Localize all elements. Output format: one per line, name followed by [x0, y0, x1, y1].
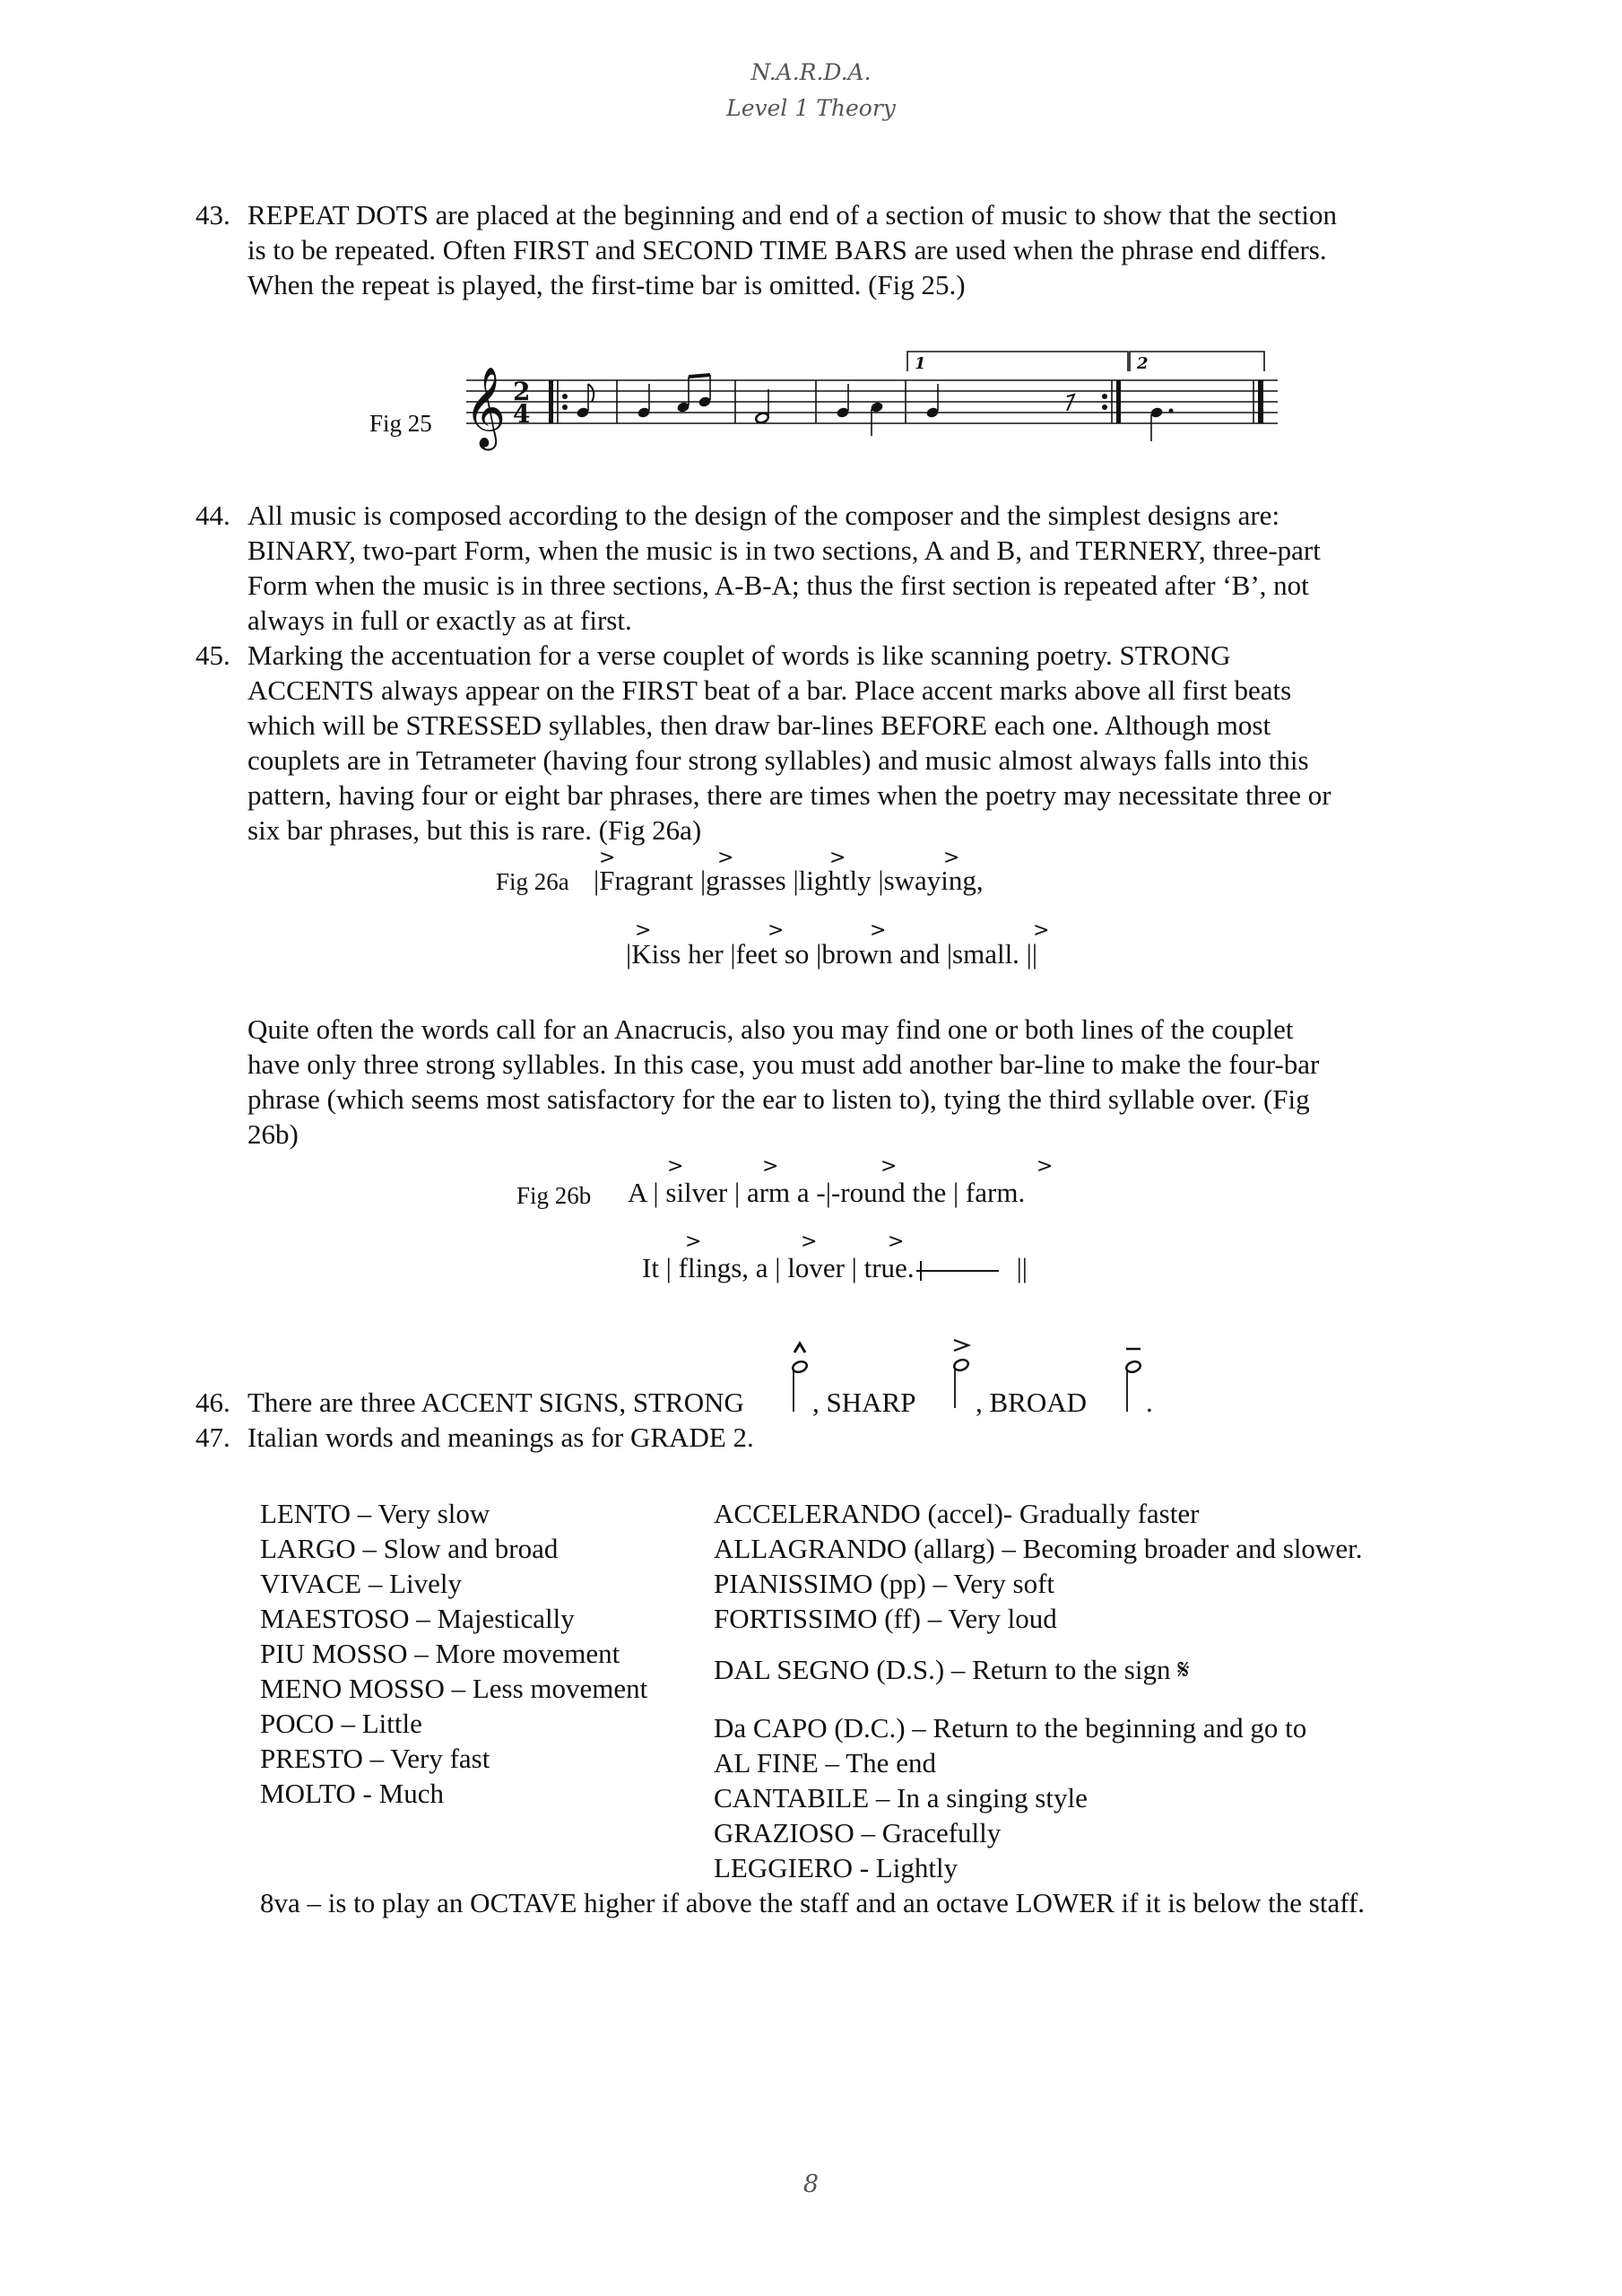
fig25-staff: [448, 341, 1291, 466]
text-line: Form when the music is in three sections, A-B-A; thus the first section is repeated after ‘B’, not: [247, 570, 1309, 601]
term-right: LEGGIERO - Lightly: [714, 1852, 958, 1883]
text-line: is to be repeated. Often FIRST and SECOND TIME BARS are used when the phrase end differs.: [247, 234, 1327, 265]
text-line: phrase (which seems most satisfactory for the ear to listen to), tying the third syllable over. (Fig: [247, 1083, 1310, 1115]
term-left: MENO MOSSO – Less movement: [260, 1673, 648, 1704]
term-left: MOLTO - Much: [260, 1778, 444, 1809]
term-left: PIU MOSSO – More movement: [260, 1638, 620, 1669]
term-left: PRESTO – Very fast: [260, 1743, 490, 1774]
term-right: PIANISSIMO (pp) – Very soft: [714, 1568, 1055, 1599]
accent-mark-icon: >: [1037, 1155, 1054, 1178]
accent-mark-icon: >: [685, 1231, 702, 1253]
sharp-accent-note-icon: [949, 1336, 976, 1412]
fig26a-line2: |Kiss her |feet so |brown and |small. ||: [626, 938, 1038, 970]
double-barline: ||: [1016, 1252, 1028, 1283]
broad-accent-note-icon: [1121, 1340, 1148, 1415]
accent-mark-icon: >: [762, 1155, 779, 1178]
volta-2-label: 2: [1137, 354, 1149, 373]
term-left: LENTO – Very slow: [260, 1498, 490, 1529]
text-line: pattern, having four or eight bar phrases, there are times when the poetry may necessitate three or: [247, 779, 1331, 811]
term-right: AL FINE – The end: [714, 1747, 936, 1779]
fig26b-line1: A | silver | arm a -|-round the | farm.: [628, 1177, 1026, 1208]
term-right: Da CAPO (D.C.) – Return to the beginning and go to: [714, 1712, 1307, 1744]
term-right: DAL SEGNO (D.S.) – Return to the sign 𝄋: [714, 1654, 1190, 1685]
item-number: 46.: [195, 1387, 230, 1418]
header-subtitle: Level 1 Theory: [726, 95, 896, 121]
accent-mark-icon: >: [667, 1155, 684, 1178]
text-line: ACCENTS always appear on the FIRST beat of a bar. Place accent marks above all first beats: [247, 674, 1292, 706]
accent-mark-icon: >: [829, 847, 846, 869]
accent-mark-icon: >: [635, 919, 652, 942]
time-signature-bottom: 4: [513, 399, 531, 429]
item-number: 47.: [195, 1422, 230, 1453]
accent-mark-icon: >: [768, 919, 785, 942]
text-line: Marking the accentuation for a verse couplet of words is like scanning poetry. STRONG: [247, 639, 1231, 671]
text-line: always in full or exactly as at first.: [247, 604, 632, 636]
time-signature-top: 2: [513, 377, 531, 406]
fig26b-label: Fig 26b: [516, 1182, 592, 1209]
accent-mark-icon: >: [599, 847, 616, 869]
strong-accent-note-icon: [787, 1340, 814, 1415]
term-right: FORTISSIMO (ff) – Very loud: [714, 1603, 1057, 1634]
item-number: 45.: [195, 639, 230, 671]
term-left: MAESTOSO – Majestically: [260, 1603, 575, 1634]
accent-mark-icon: >: [717, 847, 734, 869]
accent-mark-icon: >: [870, 919, 887, 942]
text-line: six bar phrases, but this is rare. (Fig 26a): [247, 814, 702, 846]
item-number: 44.: [195, 500, 230, 531]
fig26a-label: Fig 26a: [496, 868, 569, 895]
term-left: LARGO – Slow and broad: [260, 1533, 559, 1564]
text-line: REPEAT DOTS are placed at the beginning and end of a section of music to show that the section: [247, 199, 1338, 230]
accent-mark-icon: >: [888, 1231, 905, 1253]
text-line: Quite often the words call for an Anacrucis, also you may find one or both lines of the couplet: [247, 1013, 1294, 1045]
header-title: N.A.R.D.A.: [750, 59, 872, 85]
term-left: POCO – Little: [260, 1708, 422, 1739]
treble-clef-icon: 𝄞: [464, 367, 507, 448]
fig26b-line2: [642, 1252, 1028, 1284]
volta-1-label: 1: [915, 354, 926, 373]
text-line: When the repeat is played, the first-time bar is omitted. (Fig 25.): [247, 269, 966, 300]
term-right: ACCELERANDO (accel)- Gradually faster: [714, 1498, 1200, 1529]
fig26b-line2-text: It | flings, a | lover | true.: [642, 1252, 915, 1283]
item-number: 43.: [195, 199, 230, 230]
term-right: CANTABILE – In a singing style: [714, 1782, 1088, 1813]
text-line: couplets are in Tetrameter (having four strong syllables) and music almost always falls into this: [247, 744, 1309, 776]
text-line: have only three strong syllables. In this case, you must add another bar-line to make the four-bar: [247, 1048, 1320, 1080]
term-right: ALLAGRANDO (allarg) – Becoming broader and slower.: [714, 1533, 1363, 1564]
text-line: which will be STRESSED syllables, then draw bar-lines BEFORE each one. Although most: [247, 709, 1271, 741]
text-line: Italian words and meanings as for GRADE 2.: [247, 1422, 754, 1453]
text-line: 26b): [247, 1118, 299, 1150]
accent-mark-icon: >: [880, 1155, 898, 1178]
text-line: BINARY, two-part Form, when the music is in two sections, A and B, and TERNERY, three-part: [247, 535, 1321, 566]
term-left: VIVACE – Lively: [260, 1568, 463, 1599]
text-line: , SHARP: [812, 1387, 916, 1418]
accent-mark-icon: >: [801, 1231, 818, 1253]
octave-note: 8va – is to play an OCTAVE higher if above the staff and an octave LOWER if it is below the staff.: [260, 1887, 1366, 1918]
term-right: GRAZIOSO – Gracefully: [714, 1817, 1002, 1848]
text-line: , BROAD: [976, 1387, 1088, 1418]
text-line: .: [1146, 1387, 1153, 1418]
text-line: All music is composed according to the design of the composer and the simplest designs are:: [247, 500, 1280, 531]
accent-mark-icon: >: [1033, 919, 1050, 942]
tie-line: [916, 1270, 999, 1272]
accent-mark-icon: >: [943, 847, 960, 869]
text-line: There are three ACCENT SIGNS, STRONG: [247, 1387, 744, 1418]
fig25-label: Fig 25: [369, 410, 432, 437]
fig26a-line1: |Fragrant |grasses |lightly |swaying,: [594, 865, 984, 896]
page-number: 8: [802, 2170, 820, 2198]
